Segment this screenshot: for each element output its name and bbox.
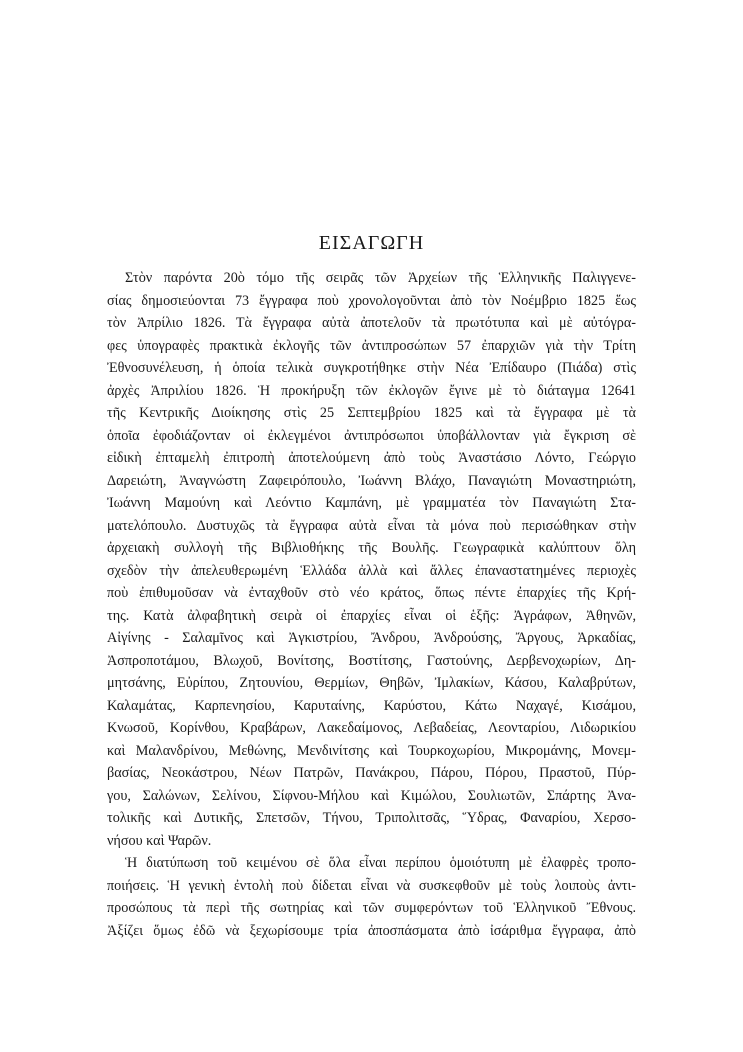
text-line: Αἰγίνης - Σαλαμῖνος καὶ Ἀγκιστρίου, Ἄνδρου, Ἀνδρούσης, Ἄργους, Ἀρκαδίας, [107,630,636,646]
text-line: καὶ Μαλανδρίνου, Μεθώνης, Μενδινίτσης καὶ Τουρκοχωρίου, Μικρομάνης, Μονεμ- [107,742,636,759]
text-line: βασίας, Νεοκάστρου, Νέων Πατρῶν, Πανάκρου, Πάρου, Πόρου, Πραστοῦ, Πύρ- [107,765,636,781]
text-line: ὁποῖα ἐφοδιάζονταν οἱ ἐκλεγμένοι ἀντιπρόσωποι ὑποβάλλονταν γιὰ ἔγκριση σὲ [107,427,636,444]
text-line: σχεδὸν τὴν ἀπελευθερωμένη Ἑλλάδα ἀλλὰ καὶ ἄλλες ἐπαναστατημένες περιοχὲς [107,562,636,579]
text-line: εἰδικὴ ἐπταμελὴ ἐπιτροπὴ ἀποτελούμενη ἀπὸ τοὺς Ἀναστάσιο Λόντο, Γεώργιο [107,450,636,466]
text-line: φες ὑπογραφὲς πρακτικὰ ἐκλογῆς τῶν ἀντιπροσώπων 57 ἐπαρχιῶν γιὰ τὴν Τρίτη [107,337,636,354]
text-line: Στὸν παρόντα 20ὸ τόμο τῆς σειρᾶς τῶν Ἀρχείων τῆς Ἑλληνικῆς Παλιγγενε- [125,270,636,286]
text-line: ποὺ ἐπιθυμοῦσαν νὰ ἐνταχθοῦν στὸ νέο κράτος, ὅπως πέντε ἐπαρχίες τῆς Κρή- [107,585,636,601]
text-line: Ἀξίζει ὅμως ἐδῶ νὰ ξεχωρίσουμε τρία ἀποσπάσματα ἀπὸ ἰσάριθμα ἔγγραφα, ἀπὸ [107,922,636,939]
text-line: προσώπους τὰ περὶ τῆς σωτηρίας καὶ τῶν συμφερόντων τοῦ Ἑλληνικοῦ Ἔθνους. [107,900,636,916]
text-line: τολικῆς καὶ Δυτικῆς, Σπετσῶν, Τήνου, Τριπολιτσᾶς, Ὕδρας, Φαναρίου, Χερσο- [107,810,636,826]
text-line: ἀρχὲς Ἀπριλίου 1826. Ἡ προκήρυξη τῶν ἐκλογῶν ἔγινε μὲ τὸ διάταγμα 12641 [107,382,636,399]
text-line: ματελόπουλο. Δυστυχῶς τὰ ἔγγραφα αὐτὰ εἶναι τὰ μόνα ποὺ περισώθηκαν στὴν [107,517,636,534]
text-line: Ἡ διατύπωση τοῦ κειμένου σὲ ὅλα εἶναι περίπου ὁμοιότυπη μὲ ἐλαφρὲς τροπο- [125,855,636,871]
text-line: τὸν Ἀπρίλιο 1826. Τὰ ἔγγραφα αὐτὰ ἀποτελοῦν τὰ πρωτότυπα καὶ μὲ αὐτόγρα- [107,315,636,331]
text-line: ποιήσεις. Ἡ γενικὴ ἐντολὴ ποὺ δίδεται εἶναι νὰ συσκεφθοῦν μὲ τοὺς λοιποὺς ἀντι- [107,877,636,894]
text-line: ἀρχειακὴ συλλογὴ τῆς Βιβλιοθήκης τῆς Βουλῆς. Γεωγραφικὰ καλύπτουν ὅλη [107,540,636,556]
text-line: της. Κατὰ ἀλφαβητικὴ σειρὰ οἱ ἐπαρχίες εἶναι οἱ ἑξῆς: Ἀγράφων, Ἀθηνῶν, [107,607,636,624]
text-line: γου, Σαλώνων, Σελίνου, Σίφνου-Μήλου καὶ Κιμώλου, Σουλιωτῶν, Σπάρτης Ἀνα- [107,787,636,804]
text-line: Ἐθνοσυνέλευση, ἡ ὁποία τελικὰ συγκροτήθηκε στὴν Νέα Ἐπίδαυρο (Πιάδα) στὶς [107,360,636,376]
text-line: τῆς Κεντρικῆς Διοίκησης στὶς 25 Σεπτεμβρίου 1825 καὶ τὰ ἔγγραφα μὲ τὰ [107,405,636,421]
body-text [107,267,636,942]
paragraph-1 [107,267,636,852]
page-heading: ΕΙΣΑΓΩΓΗ [318,232,425,254]
text-line: μητσάνης, Εὐρίπου, Ζητουνίου, Θερμίων, Θηβῶν, Ἰμλακίων, Κάσου, Καλαβρύτων, [107,675,636,691]
text-line: σίας δημοσιεύονται 73 ἔγγραφα ποὺ χρονολογοῦνται ἀπὸ τὸν Νοέμβριο 1825 ἕως [107,292,636,309]
text-line: Καλαμάτας, Καρπενησίου, Καρυταίνης, Καρύστου, Κάτω Ναχαγέ, Κισάμου, [107,697,636,714]
text-line: Ἰωάννη Μαμούνη καὶ Λεόντιο Καμπάνη, μὲ γραμματέα τὸν Παναγιώτη Στα- [107,495,636,511]
paragraph-2 [107,852,636,942]
text-line: Ἀσπροποτάμου, Βλωχοῦ, Βονίτσης, Βοστίτσης, Γαστούνης, Δερβενοχωρίων, Δη- [107,652,636,669]
text-line: Δαρειώτη, Ἀναγνώστη Ζαφειρόπουλο, Ἰωάννη Βλάχο, Παναγιώτη Μοναστηριώτη, [107,472,636,489]
text-line: Κνωσοῦ, Κορίνθου, Κραβάρων, Λακεδαίμονος, Λεβαδείας, Λεονταρίου, Λιδωρικίου [107,720,636,736]
text-line: νήσου καὶ Ψαρῶν. [107,832,212,849]
